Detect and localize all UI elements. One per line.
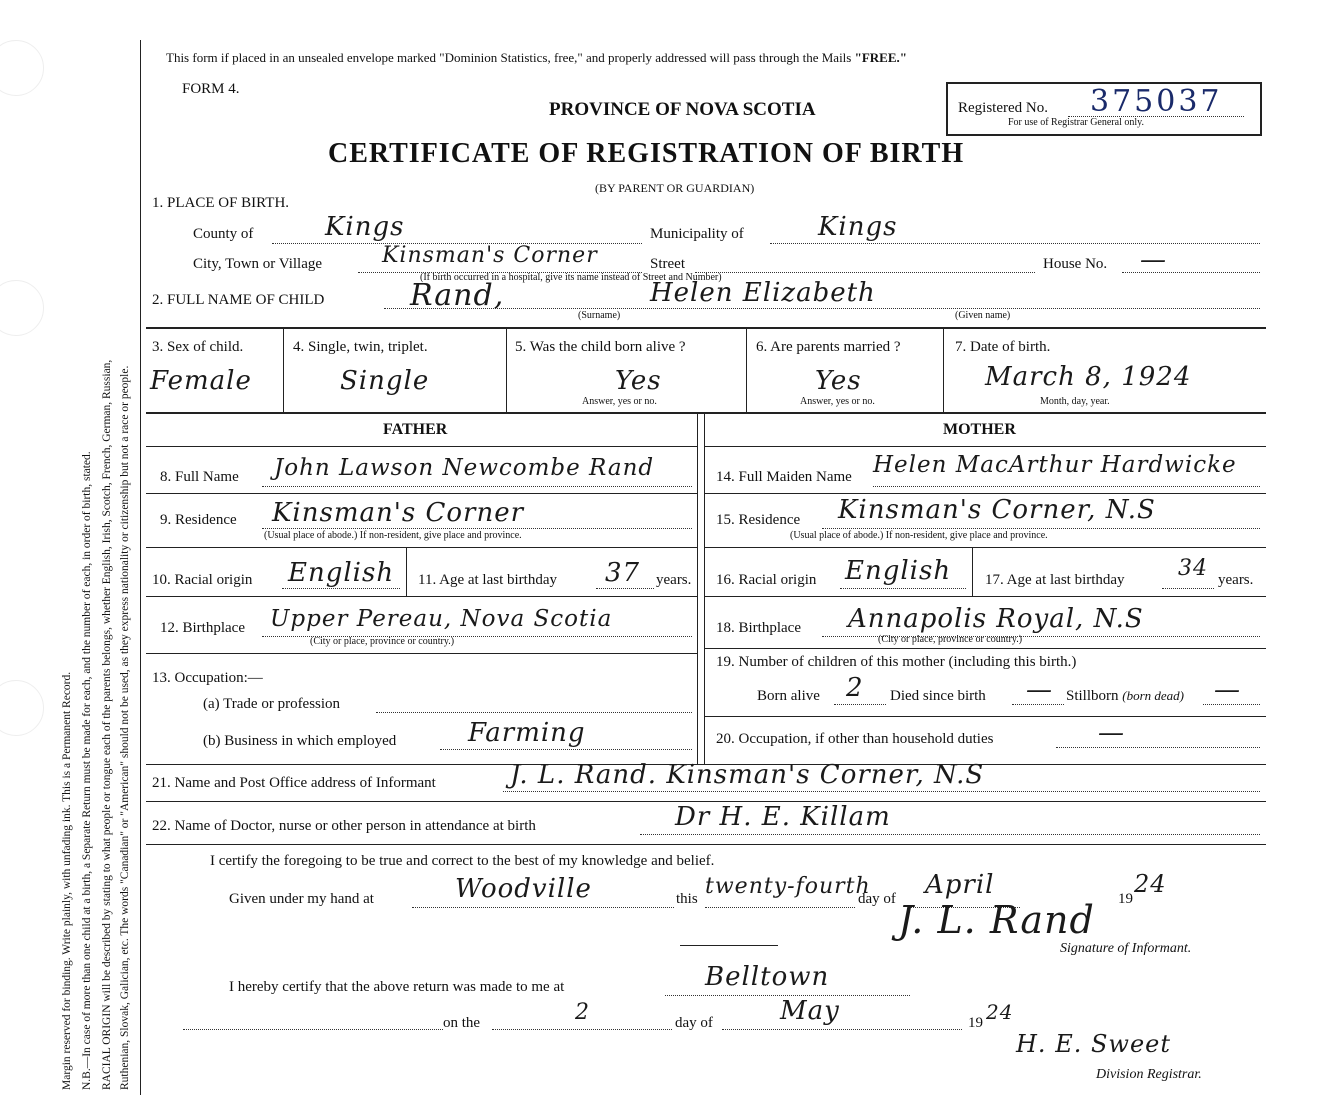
certify-statement: I certify the foregoing to be true and correct to the best of my knowledge and belief.	[210, 853, 715, 869]
father-name-value: John Lawson Newcombe Rand	[274, 455, 655, 481]
city-value: Kinsman's Corner	[382, 243, 598, 268]
mother-row-rule-3	[705, 596, 1266, 597]
mother-occupation-line	[1056, 747, 1260, 748]
municipality-value: Kings	[818, 212, 898, 242]
dob-caption: Month, day, year.	[1040, 396, 1110, 407]
plurality-label: 4. Single, twin, triplet.	[293, 339, 428, 355]
parents-divider-left	[697, 414, 698, 764]
mother-age-label: 17. Age at last birthday	[985, 572, 1125, 588]
father-racial-value: English	[288, 558, 395, 588]
return-day-value: 2	[575, 1000, 590, 1025]
plurality-value: Single	[340, 366, 430, 396]
certificate-title: CERTIFICATE OF REGISTRATION OF BIRTH	[328, 138, 965, 169]
this-label: this	[676, 891, 698, 907]
house-label: House No.	[1043, 256, 1108, 272]
child-surname: Rand,	[410, 278, 505, 313]
margin-note-2: N.B.—In case of more than one child at a birth, a Separate Return must be made for each, and the number of each, in order of birth, stated.	[81, 451, 93, 1090]
child-name-line	[384, 308, 1260, 309]
alive-label: 5. Was the child born alive ?	[515, 339, 686, 355]
mother-name-line	[873, 486, 1260, 487]
father-age-label: 11. Age at last birthday	[418, 572, 557, 588]
father-heading: FATHER	[383, 421, 448, 438]
informant-line	[503, 791, 1260, 792]
return-pre-line	[183, 1029, 443, 1030]
form-number: FORM 4.	[182, 81, 240, 97]
return-day-of-label: day of	[675, 1015, 713, 1031]
punch-hole-bottom	[0, 680, 44, 736]
father-name-line	[262, 486, 692, 487]
left-signature-rule	[680, 945, 778, 946]
father-age-value: 37	[605, 558, 641, 588]
row-top-rule	[146, 327, 1266, 329]
mother-racial-label: 16. Racial origin	[716, 572, 817, 588]
return-month-line	[722, 1029, 962, 1030]
margin-note-1: Margin reserved for binding. Write plainly, with unfading ink. This is a Permanent Record.	[61, 671, 73, 1090]
born-alive-label: Born alive	[757, 688, 820, 704]
given-place-line	[412, 907, 674, 908]
mother-row-rule-5	[705, 716, 1266, 717]
margin-note-4: Ruthenian, Slovak, Galician, etc. The words "Canadian" or "American" should not be used, as they express nationality or citizenship but not a race or people.	[119, 365, 131, 1090]
mother-row-rule-1	[705, 493, 1266, 494]
city-label: City, Town or Village	[193, 256, 323, 272]
doctor-label: 22. Name of Doctor, nurse or other person in attendance at birth	[152, 818, 536, 834]
day-line	[705, 907, 855, 908]
trade-label: (a) Trade or profession	[203, 696, 341, 712]
died-value: —	[1026, 675, 1053, 705]
parents-divider-right	[704, 414, 705, 764]
punch-hole-top	[0, 40, 44, 96]
mail-notice-free: "FREE."	[854, 50, 907, 65]
married-value: Yes	[815, 366, 862, 396]
mother-residence-label: 15. Residence	[716, 512, 801, 528]
dob-value: March 8, 1924	[985, 362, 1192, 392]
street-note: (If birth occurred in a hospital, give its name instead of Street and Number)	[420, 272, 722, 283]
day-value: twenty-fourth	[705, 874, 871, 899]
mother-birthplace-label: 18. Birthplace	[716, 620, 801, 636]
business-line	[440, 749, 692, 750]
province-title: PROVINCE OF NOVA SCOTIA	[549, 99, 816, 120]
doctor-rule	[146, 844, 1266, 845]
heading-rule-mother	[705, 446, 1266, 447]
mail-notice	[166, 50, 907, 66]
municipality-label: Municipality of	[650, 226, 744, 242]
father-age-line	[596, 588, 654, 589]
return-month-value: May	[780, 996, 840, 1026]
married-caption: Answer, yes or no.	[800, 396, 875, 407]
stillborn-value: —	[1214, 675, 1241, 705]
sex-value: Female	[150, 366, 252, 396]
municipality-line	[770, 243, 1260, 244]
father-racial-divider	[406, 548, 407, 596]
trade-line	[376, 712, 692, 713]
born-alive-value: 2	[846, 673, 864, 703]
return-year-value: 24	[986, 1000, 1014, 1024]
mother-residence-value: Kinsman's Corner, N.S	[838, 495, 1156, 525]
year-value: 24	[1134, 870, 1167, 898]
father-years-label: years.	[656, 572, 692, 588]
informant-signature-caption: Signature of Informant.	[1060, 941, 1192, 956]
divider-3	[746, 329, 747, 412]
father-birthplace-value: Upper Pereau, Nova Scotia	[270, 606, 613, 632]
father-residence-value: Kinsman's Corner	[272, 498, 525, 528]
margin-rule	[140, 40, 141, 1095]
father-row-rule-1	[146, 493, 697, 494]
given-place-value: Woodville	[455, 874, 592, 904]
mail-notice-text: This form if placed in an unsealed envelope marked "Dominion Statistics, free," and properly addressed will pass through the Mails	[166, 50, 852, 65]
mother-occupation-label: 20. Occupation, if other than household duties	[716, 731, 994, 747]
child-name-label: 2. FULL NAME OF CHILD	[152, 292, 325, 308]
return-place-value: Belltown	[705, 962, 830, 992]
divider-1	[283, 329, 284, 412]
mother-birthplace-value: Annapolis Royal, N.S	[848, 604, 1144, 634]
father-name-label: 8. Full Name	[160, 469, 239, 485]
registrar-note: For use of Registrar General only.	[1008, 117, 1144, 128]
divider-2	[506, 329, 507, 412]
stillborn-note: (born dead)	[1122, 688, 1185, 703]
father-birthplace-caption: (City or place, province or country.)	[310, 636, 455, 647]
dob-label: 7. Date of birth.	[955, 339, 1051, 355]
mother-racial-line	[840, 588, 966, 589]
occupation-label: 13. Occupation:—	[152, 670, 263, 686]
surname-caption: (Surname)	[578, 310, 621, 321]
margin-note-3: RACIAL ORIGIN will be described by stating to what people or tongue each of the parents belongs, whether English, Irish, Scotch, French, German, Russian,	[101, 359, 113, 1090]
mother-age-line	[1162, 588, 1214, 589]
father-row-rule-4	[146, 653, 697, 654]
informant-label: 21. Name and Post Office address of Informant	[152, 775, 436, 791]
father-residence-line	[262, 528, 692, 529]
place-of-birth-heading: 1. PLACE OF BIRTH.	[152, 195, 290, 211]
business-label: (b) Business in which employed	[203, 733, 397, 749]
informant-value: J. L. Rand. Kinsman's Corner, N.S	[510, 760, 985, 790]
return-day-line	[492, 1029, 672, 1030]
father-row-rule-2	[146, 547, 697, 548]
born-alive-line	[834, 704, 886, 705]
row-bottom-rule	[146, 412, 1266, 414]
mother-name-value: Helen MacArthur Hardwicke	[873, 452, 1237, 478]
father-residence-label: 9. Residence	[160, 512, 237, 528]
mother-row-rule-4	[705, 648, 1266, 649]
father-row-rule-3	[146, 596, 697, 597]
heading-rule-father	[146, 446, 697, 447]
registrar-signature: H. E. Sweet	[1016, 1030, 1171, 1058]
alive-caption: Answer, yes or no.	[582, 396, 657, 407]
mother-birthplace-caption: (City or place, province or country.)	[878, 634, 1023, 645]
father-racial-line	[282, 588, 400, 589]
stillborn-label	[1066, 688, 1184, 705]
registered-number: 375037	[1090, 84, 1223, 119]
month-value: April	[925, 870, 995, 900]
mother-age-value: 34	[1178, 556, 1208, 581]
doctor-line	[640, 834, 1260, 835]
on-the-label: on the	[443, 1015, 481, 1031]
mother-residence-caption: (Usual place of abode.) If non-resident, give place and province.	[790, 530, 1048, 541]
return-label: I hereby certify that the above return was made to me at	[229, 979, 565, 995]
mother-racial-divider	[972, 548, 973, 596]
certificate-subtitle: (BY PARENT OR GUARDIAN)	[595, 181, 755, 195]
street-label: Street	[650, 256, 685, 272]
return-year-prefix: 19	[968, 1015, 983, 1031]
mother-residence-line	[822, 528, 1260, 529]
children-count-label: 19. Number of children of this mother (including this birth.)	[716, 654, 1077, 670]
died-label: Died since birth	[890, 688, 986, 704]
business-value: Farming	[468, 718, 586, 748]
alive-value: Yes	[615, 366, 662, 396]
informant-signature: J. L. Rand	[898, 898, 1095, 942]
given-under-label: Given under my hand at	[229, 891, 374, 907]
father-residence-caption: (Usual place of abode.) If non-resident, give place and province.	[264, 530, 522, 541]
married-label: 6. Are parents married ?	[756, 339, 901, 355]
registrar-caption: Division Registrar.	[1096, 1067, 1202, 1082]
county-label: County of	[193, 226, 254, 242]
day-of-label: day of	[858, 891, 896, 907]
doctor-value: Dr H. E. Killam	[675, 802, 891, 832]
county-value: Kings	[325, 212, 405, 242]
divider-4	[943, 329, 944, 412]
stillborn-label-text: Stillborn	[1066, 688, 1119, 704]
mother-racial-value: English	[845, 556, 952, 586]
registered-label: Registered No.	[958, 100, 1048, 116]
mother-occupation-value: —	[1098, 718, 1125, 748]
mother-name-label: 14. Full Maiden Name	[716, 469, 852, 485]
mother-years-label: years.	[1218, 572, 1254, 588]
father-birthplace-label: 12. Birthplace	[160, 620, 245, 636]
child-given-name: Helen Elizabeth	[650, 278, 876, 308]
given-name-caption: (Given name)	[955, 310, 1011, 321]
mother-heading: MOTHER	[943, 421, 1016, 438]
father-racial-label: 10. Racial origin	[152, 572, 253, 588]
house-value: —	[1140, 245, 1167, 275]
punch-hole-middle	[0, 280, 44, 336]
sex-label: 3. Sex of child.	[152, 339, 244, 355]
mother-row-rule-2	[705, 547, 1266, 548]
street-line	[695, 272, 1035, 273]
year-prefix: 19	[1118, 891, 1133, 907]
